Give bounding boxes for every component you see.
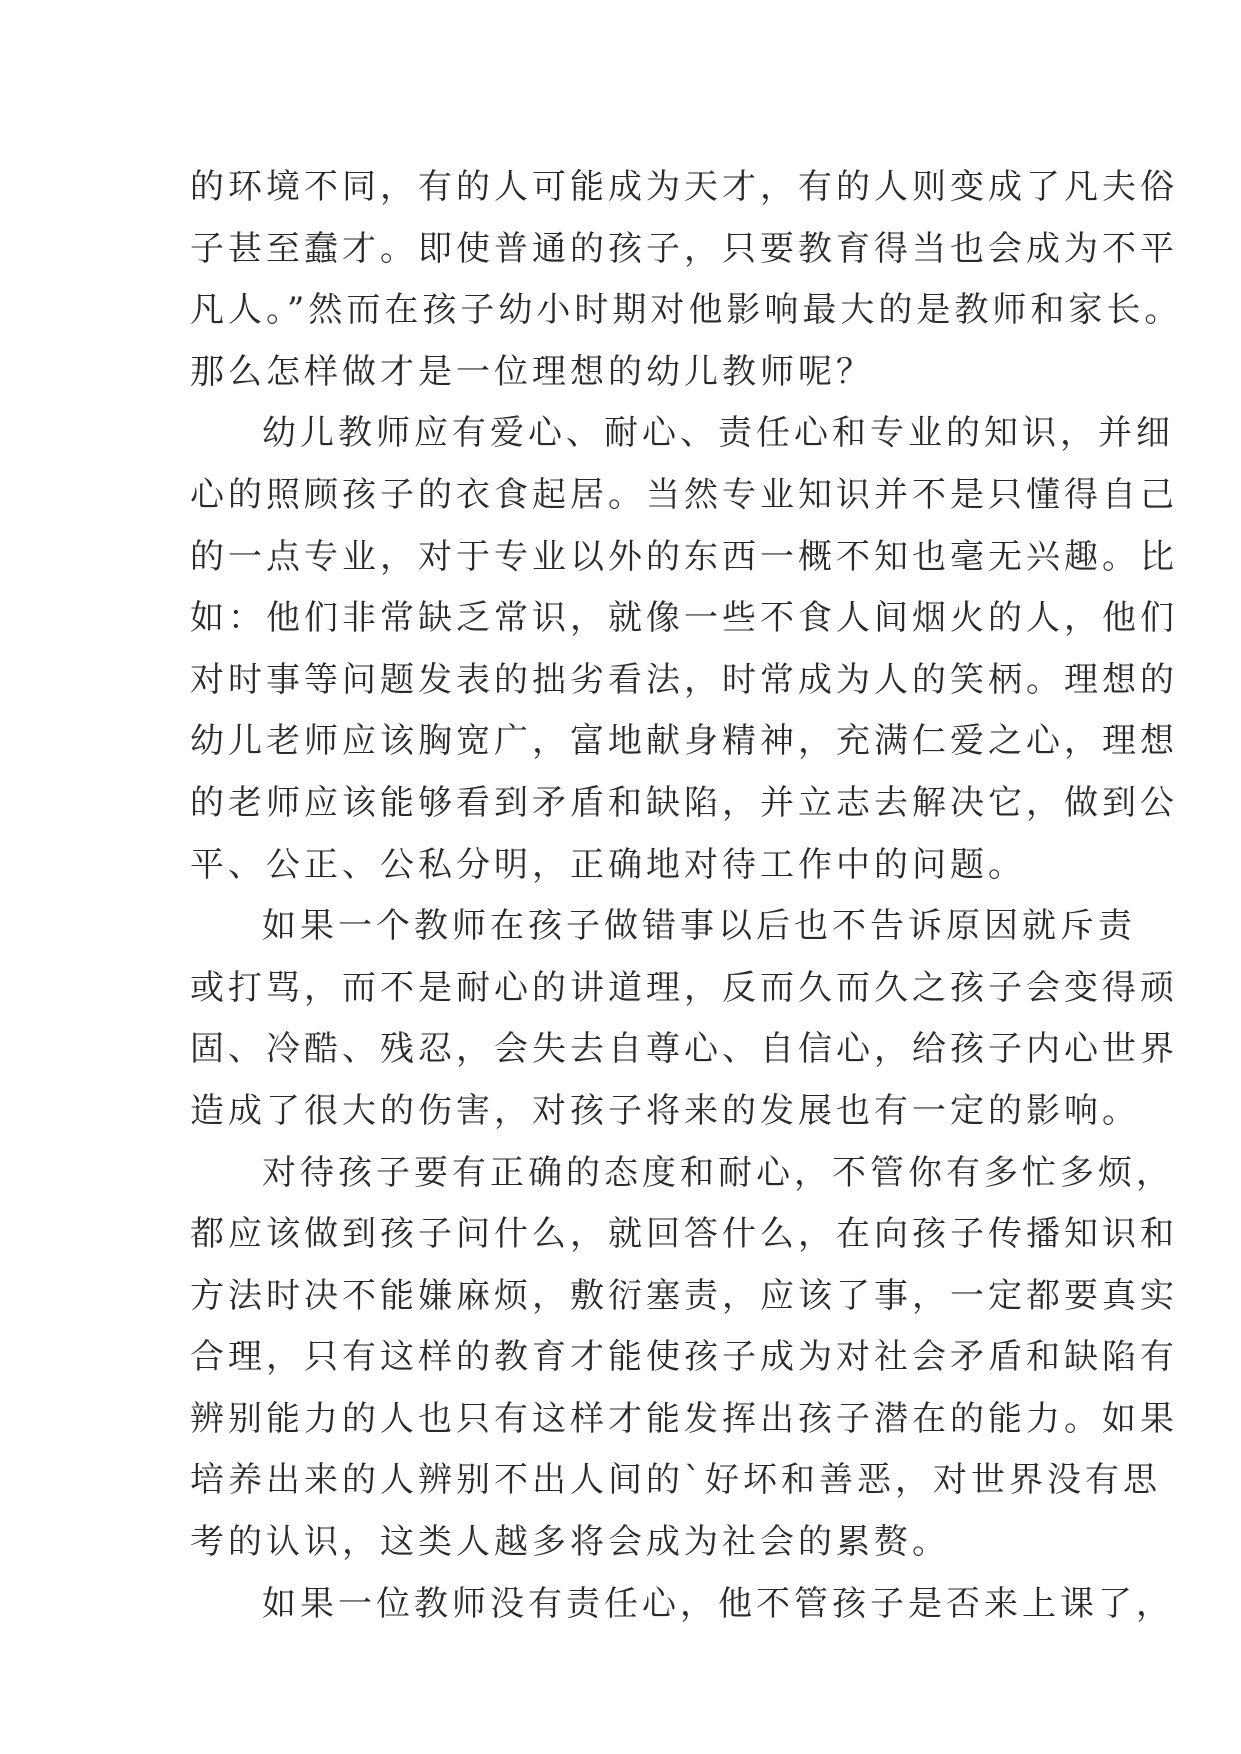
text-line: 子甚至蠢才。即使普通的孩子，只要教育得当也会成为不平 [190, 228, 1178, 269]
text-line: 的一点专业，对于专业以外的东西一概不知也毫无兴趣。比 [190, 536, 1178, 577]
text-line: 方法时决不能嫌麻烦，敷衍塞责，应该了事，一定都要真实 [190, 1275, 1178, 1316]
text-line: 合理，只有这样的教育才能使孩子成为对社会矛盾和缺陷有 [190, 1337, 1178, 1378]
paragraph [190, 1143, 1178, 1574]
text-line: 心的照顾孩子的衣食起居。当然专业知识并不是只懂得自己 [190, 474, 1178, 515]
text-line: 那么怎样做才是一位理想的幼儿教师呢？ [190, 351, 874, 392]
document-body [190, 157, 1183, 1635]
text-line: 的环境不同，有的人可能成为天才，有的人则变成了凡夫俗 [190, 167, 1178, 207]
text-line: 如果一个教师在孩子做错事以后也不告诉原因就斥责 [262, 906, 1136, 947]
text-line: 培养出来的人辨别不出人间的`好坏和善恶，对世界没有思 [190, 1460, 1161, 1501]
paragraph [190, 896, 1178, 1142]
text-line: 平、公正、公私分明，正确地对待工作中的问题。 [190, 844, 1026, 885]
paragraph [190, 157, 1183, 403]
text-line: 都应该做到孩子问什么，就回答什么，在向孩子传播知识和 [190, 1214, 1178, 1255]
text-line: 对时事等问题发表的拙劣看法，时常成为人的笑柄。理想的 [190, 659, 1178, 700]
text-line: 或打骂，而不是耐心的讲道理，反而久而久之孩子会变得顽 [190, 967, 1178, 1008]
text-line: 对待孩子要有正确的态度和耐心，不管你有多忙多烦， [262, 1152, 1174, 1193]
text-line: 凡人。”然而在孩子幼小时期对他影响最大的是教师和家长。 [190, 290, 1183, 331]
text-line: 的老师应该能够看到矛盾和缺陷，并立志去解决它，做到公 [190, 782, 1178, 823]
text-line: 幼儿老师应该胸宽广，富地献身精神，充满仁爱之心，理想 [190, 721, 1178, 762]
text-line: 辨别能力的人也只有这样才能发挥出孩子潜在的能力。如果 [190, 1398, 1178, 1439]
text-line: 考的认识，这类人越多将会成为社会的累赘。 [190, 1522, 950, 1563]
paragraph [190, 1574, 1174, 1636]
text-line: 固、冷酷、残忍，会失去自尊心、自信心，给孩子内心世界 [190, 1029, 1178, 1070]
text-line: 如果一位教师没有责任心，他不管孩子是否来上课了， [262, 1583, 1174, 1624]
text-line: 造成了很大的伤害，对孩子将来的发展也有一定的影响。 [190, 1090, 1140, 1131]
paragraph [190, 403, 1178, 896]
text-line: 如：他们非常缺乏常识，就像一些不食人间烟火的人，他们 [190, 598, 1178, 639]
text-line: 幼儿教师应有爱心、耐心、责任心和专业的知识，并细 [262, 413, 1174, 454]
